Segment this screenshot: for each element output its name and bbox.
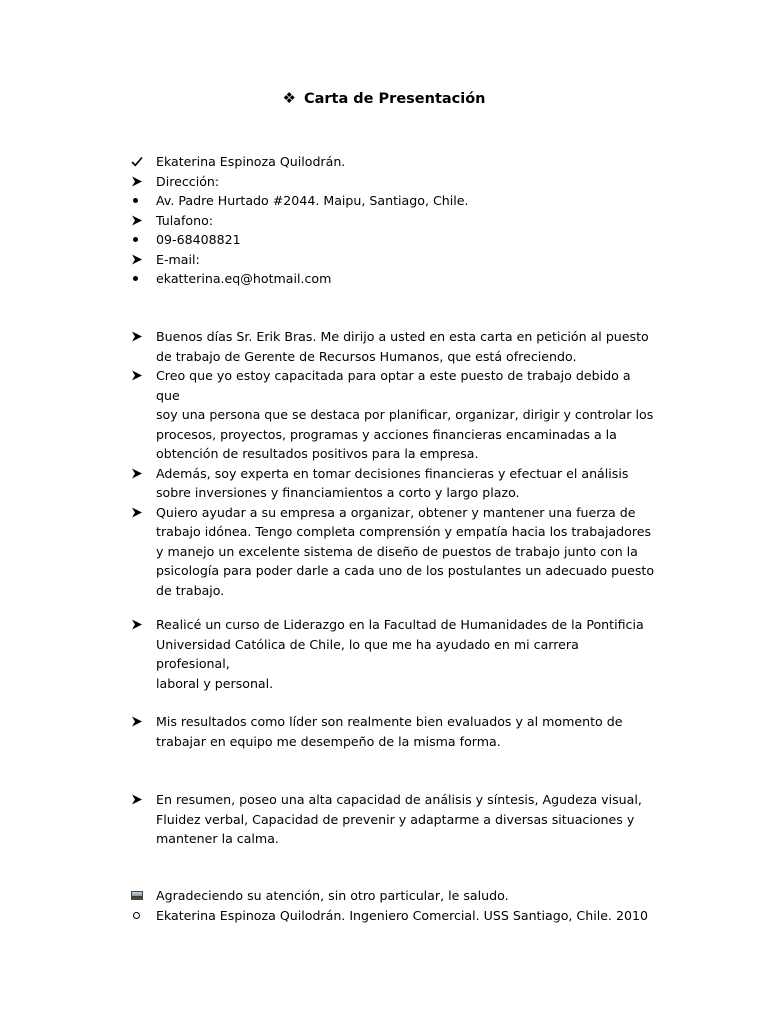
list-item-text: Dirección:	[156, 173, 220, 189]
paragraph-item	[0, 712, 656, 751]
paragraph-line: psicología para poder darle a cada uno de los postulantes un adecuado puesto	[156, 563, 655, 578]
list-item-text: E-mail:	[156, 251, 200, 267]
closing-list	[0, 886, 768, 925]
list-item	[0, 191, 656, 211]
paragraph-line: Además, soy experta en tomar decisiones financieras y efectuar el análisis	[156, 465, 629, 481]
arrow-bullet-icon	[131, 615, 149, 635]
circle-bullet-icon	[131, 906, 149, 926]
arrow-bullet-icon	[131, 211, 149, 231]
paragraph-line: trabajo idónea. Tengo completa comprensión y empatía hacia los trabajadores	[156, 524, 652, 539]
paragraph-line: procesos, proyectos, programas y acciones financieras encaminadas a la	[156, 426, 617, 442]
image-bullet-icon	[131, 886, 149, 906]
arrow-bullet-icon	[131, 464, 149, 484]
arrow-bullet-icon	[131, 366, 149, 386]
arrow-bullet-icon	[131, 503, 149, 523]
paragraph-line: Fluidez verbal, Capacidad de prevenir y adaptarme a diversas situaciones y	[156, 811, 635, 827]
intro-paragraphs	[0, 327, 768, 600]
list-item	[0, 230, 656, 250]
paragraph-item	[0, 464, 656, 503]
paragraph-line: laboral y personal.	[156, 675, 274, 691]
leadership-paragraph	[0, 712, 768, 751]
paragraph-line: Mis resultados como líder son realmente bien evaluados y al momento de	[156, 714, 623, 729]
list-item	[0, 172, 656, 192]
arrow-bullet-icon	[131, 712, 149, 732]
list-item	[0, 269, 656, 289]
paragraph-line: Universidad Católica de Chile, lo que me ha ayudado en mi carrera profesional,	[156, 636, 579, 671]
paragraph-item	[0, 366, 656, 464]
paragraph-line: En resumen, poseo una alta capacidad de análisis y síntesis, Agudeza visual,	[156, 792, 642, 807]
paragraph-item	[0, 790, 656, 849]
list-item	[0, 250, 656, 270]
paragraph-line: y manejo un excelente sistema de diseño de puestos de trabajo junto con la	[156, 543, 638, 559]
page-title-text: Carta de Presentación	[303, 91, 486, 107]
checkmark-bullet-icon	[131, 152, 149, 172]
arrow-bullet-icon	[131, 790, 149, 810]
paragraph-item	[0, 615, 656, 693]
list-item-text: Ekaterina Espinoza Quilodrán.	[156, 154, 346, 169]
summary-paragraph	[0, 790, 768, 849]
paragraph-line: Quiero ayudar a su empresa a organizar, obtener y mantener una fuerza de	[156, 504, 636, 520]
page-title	[0, 88, 768, 109]
dot-bullet-icon	[131, 191, 149, 211]
list-item-text: Tulafono:	[156, 212, 214, 228]
list-item-text: 09-68408821	[156, 232, 241, 247]
paragraph-line: Buenos días Sr. Erik Bras. Me dirijo a usted en esta carta en petición al puesto	[156, 329, 649, 344]
arrow-bullet-icon	[131, 327, 149, 347]
list-item-text: Av. Padre Hurtado #2044. Maipu, Santiago, Chile.	[156, 193, 469, 208]
list-item-text: ekatterina.eq@hotmail.com	[156, 271, 332, 286]
paragraph-line: Creo que yo estoy capacitada para optar a este puesto de trabajo debido a que	[156, 368, 631, 403]
contact-list	[0, 152, 768, 289]
list-item-text: Agradeciendo su atención, sin otro particular, le saludo.	[156, 888, 509, 903]
arrow-bullet-icon	[131, 250, 149, 270]
course-paragraph	[0, 615, 768, 693]
diamond-bullet-icon: ❖	[282, 89, 296, 107]
list-item	[0, 211, 656, 231]
paragraph-line: de trabajo.	[156, 582, 225, 598]
paragraph-line: Realicé un curso de Liderazgo en la Facultad de Humanidades de la Pontificia	[156, 617, 644, 632]
list-item	[0, 906, 656, 926]
dot-bullet-icon	[131, 230, 149, 250]
list-item	[0, 886, 656, 906]
paragraph-line: sobre inversiones y financiamientos a corto y largo plazo.	[156, 485, 520, 500]
paragraph-line: obtención de resultados positivos para la empresa.	[156, 446, 479, 461]
dot-bullet-icon	[131, 269, 149, 289]
paragraph-item	[0, 327, 656, 366]
paragraph-line: mantener la calma.	[156, 831, 279, 846]
list-item	[0, 152, 656, 172]
arrow-bullet-icon	[131, 172, 149, 192]
paragraph-line: soy una persona que se destaca por planificar, organizar, dirigir y controlar los	[156, 407, 654, 422]
paragraph-line: de trabajo de Gerente de Recursos Humanos, que está ofreciendo.	[156, 348, 577, 364]
paragraph-item	[0, 503, 656, 601]
list-item-text: Ekaterina Espinoza Quilodrán. Ingeniero Comercial. USS Santiago, Chile. 2010	[156, 907, 648, 923]
paragraph-line: trabajar en equipo me desempeño de la misma forma.	[156, 733, 501, 749]
